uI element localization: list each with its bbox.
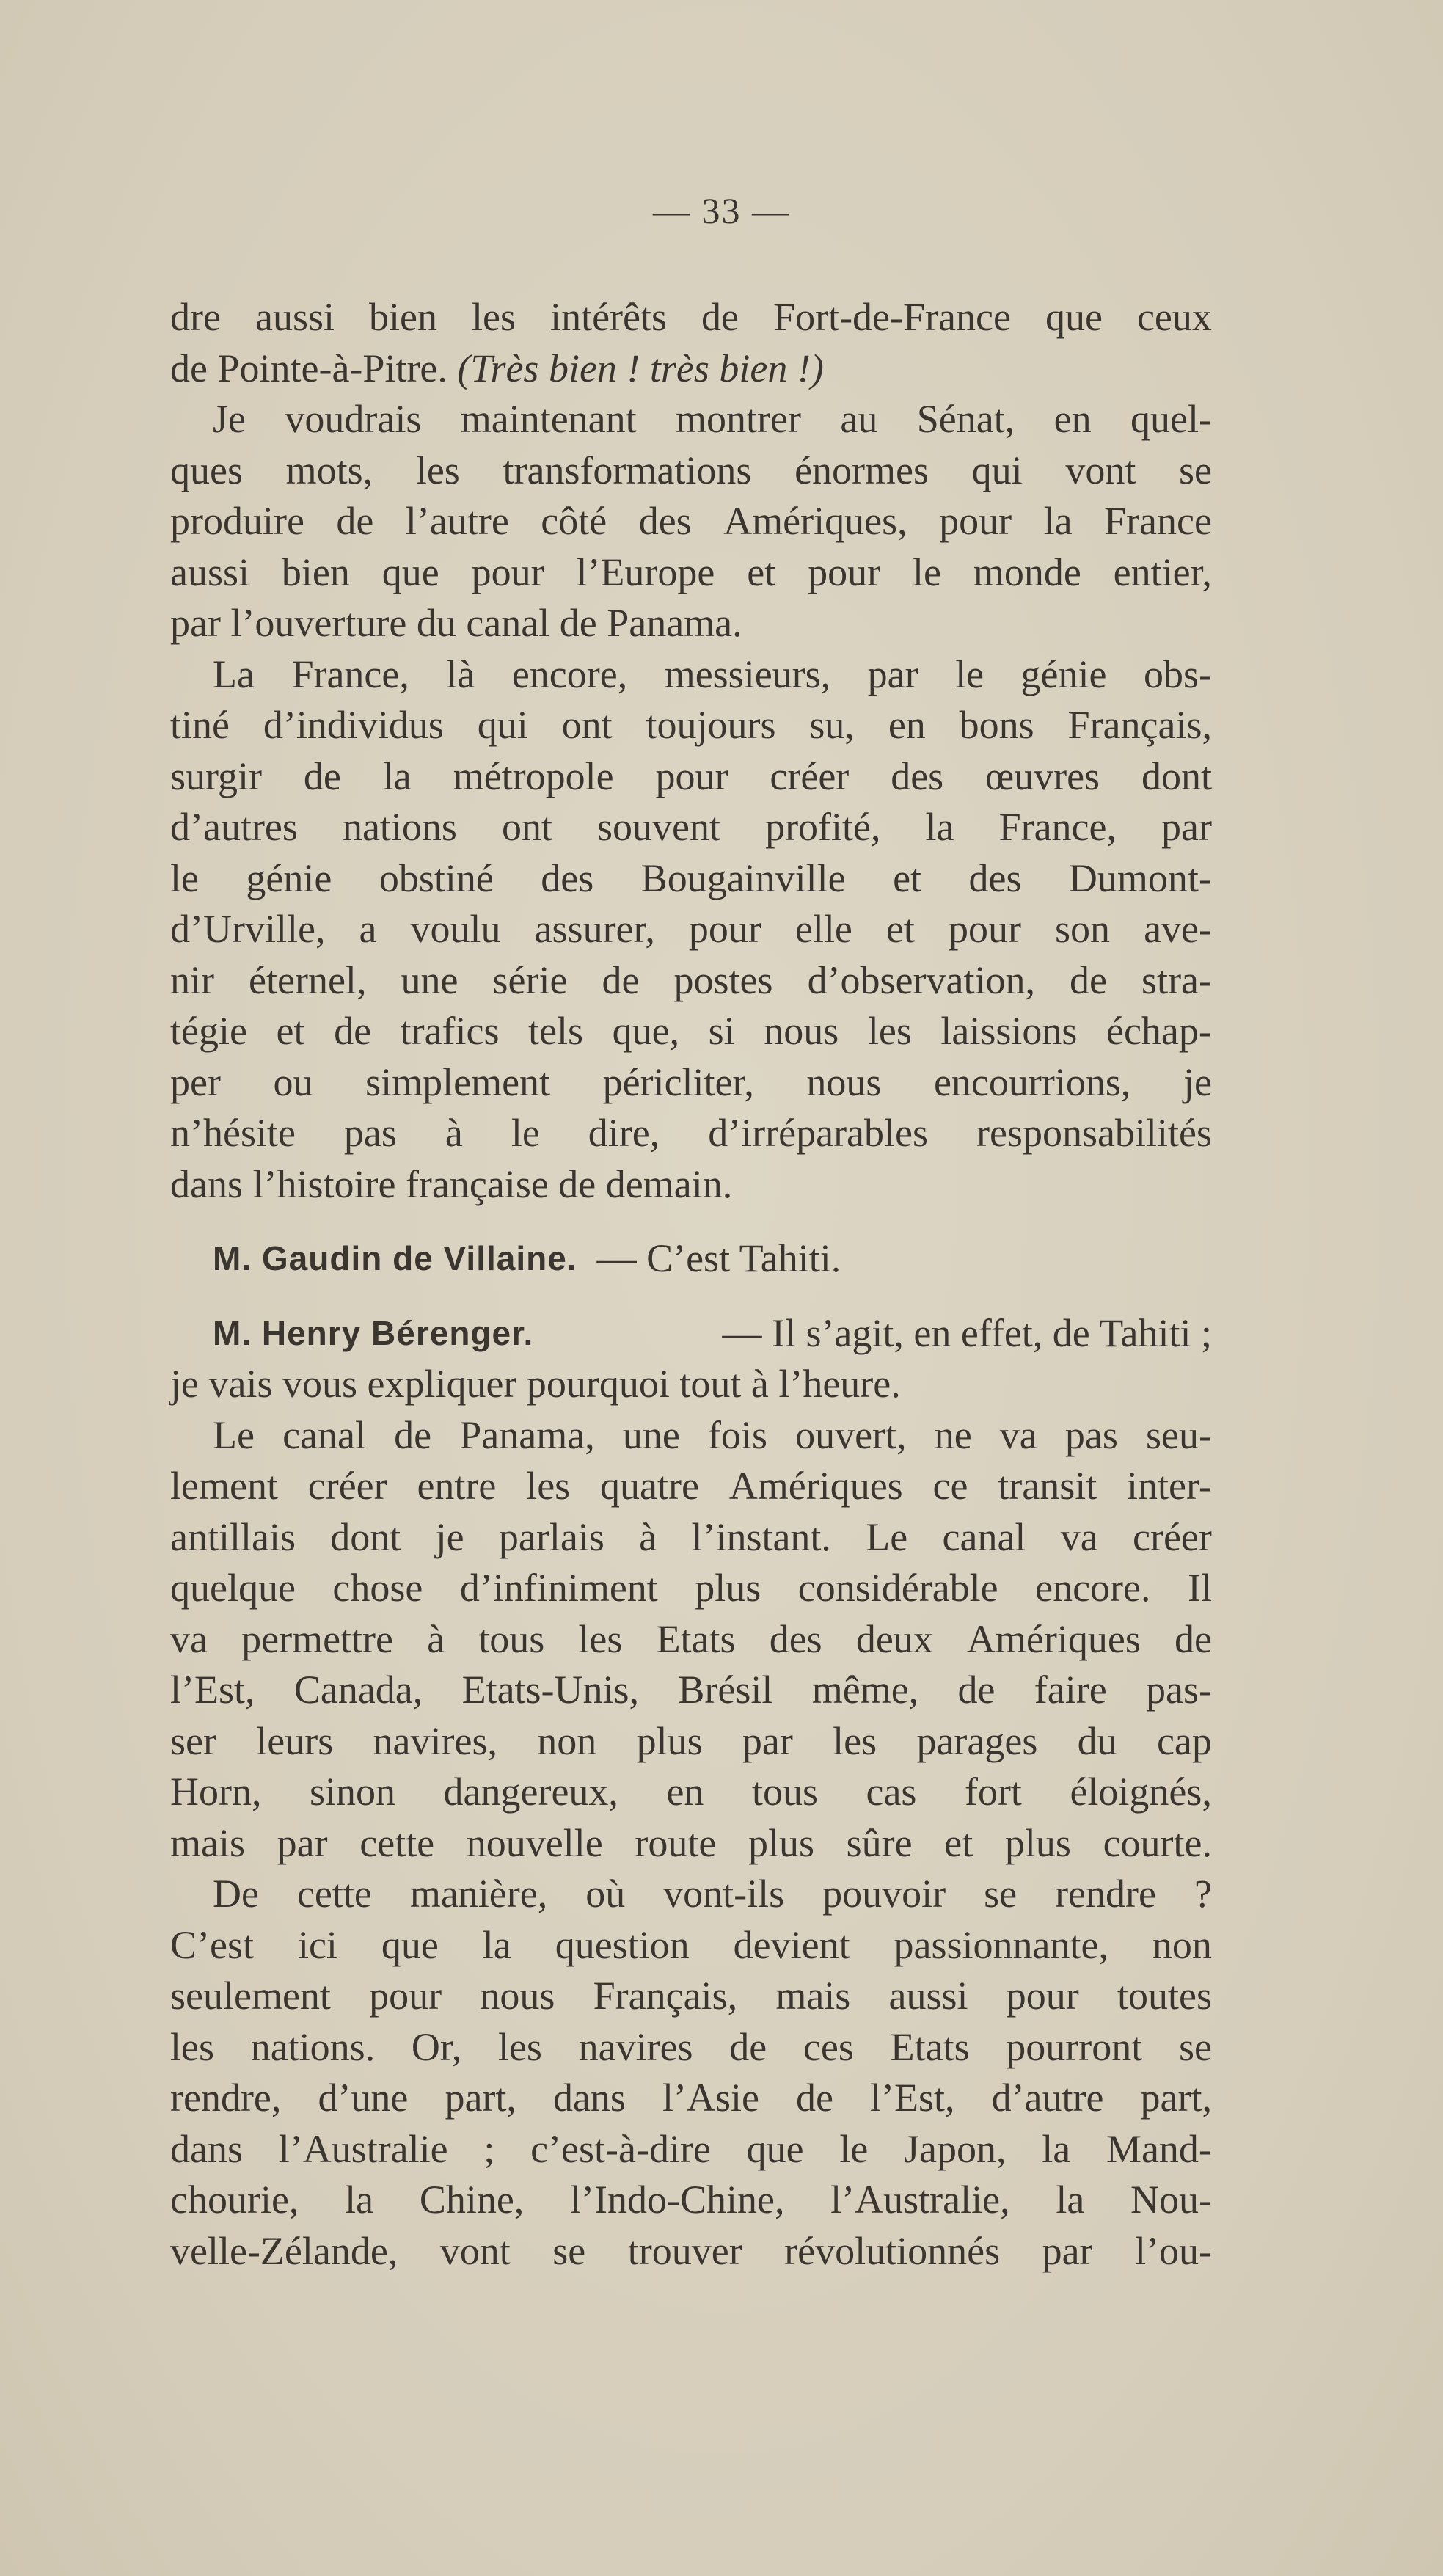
- text-line: le génie obstiné des Bougainville et des Dumont-: [170, 855, 1212, 900]
- text-line: Le canal de Panama, une fois ouvert, ne va pas seu-: [213, 1412, 1212, 1457]
- text-line: nir éternel, une série de postes d’observation, de stra-: [170, 957, 1212, 1002]
- text-line: C’est ici que la question devient passionnante, non: [170, 1922, 1212, 1967]
- text-line: mais par cette nouvelle route plus sûre et plus courte.: [170, 1820, 1212, 1865]
- text-line: dre aussi bien les intérêts de Fort-de-France que ceux: [170, 295, 1212, 339]
- text-line: je vais vous expliquer pourquoi tout à l’heure.: [170, 1362, 901, 1406]
- speaker-name: M. Henry Bérenger.: [213, 1313, 534, 1352]
- text-line: quelque chose d’infiniment plus considérable encore. Il: [170, 1566, 1212, 1610]
- text-line: tiné d’individus qui ont toujours su, en bons Français,: [170, 703, 1212, 747]
- text-line: tégie et de trafics tels que, si nous les laissions échap-: [170, 1009, 1212, 1053]
- text-line: surgir de la métropole pour créer des œuvres dont: [170, 754, 1212, 798]
- text-line: l’Est, Canada, Etats-Unis, Brésil même, de faire pas-: [170, 1668, 1212, 1712]
- text-line: rendre, d’une part, dans l’Asie de l’Est, d’autre part,: [170, 2076, 1212, 2120]
- text-line: [170, 343, 1212, 395]
- text-line: dans l’Australie ; c’est-à-dire que le Japon, la Mand-: [170, 2126, 1212, 2171]
- speech-text: — Il s’agit, en effet, de Tahiti ;: [722, 1310, 1212, 1355]
- text-line: ques mots, les transformations énormes qui vont se: [170, 448, 1212, 492]
- speaker-line: [170, 1233, 1212, 1285]
- text-line: d’autres nations ont souvent profité, la France, par: [170, 805, 1212, 849]
- text-span: de Pointe-à-Pitre.: [170, 346, 447, 390]
- text-line: seulement pour nous Français, mais aussi pour toutes: [170, 1974, 1212, 2018]
- page-number: — 33 —: [653, 190, 790, 231]
- text-line: Horn, sinon dangereux, en tous cas fort éloignés,: [170, 1770, 1212, 1814]
- text-line: dans l’histoire française de demain.: [170, 1161, 733, 1206]
- text-line: par l’ouverture du canal de Panama.: [170, 601, 742, 645]
- text-line: per ou simplement péricliter, nous encourrions, je: [170, 1059, 1212, 1104]
- text-line: d’Urville, a voulu assurer, pour elle et pour son ave-: [170, 907, 1212, 951]
- text-line: velle-Zélande, vont se trouver révolutionnés par l’ou-: [170, 2228, 1212, 2273]
- text-line: ser leurs navires, non plus par les parages du cap: [170, 1718, 1212, 1763]
- text-line: produire de l’autre côté des Amériques, pour la France: [170, 499, 1212, 543]
- text-line: La France, là encore, messieurs, par le génie obs-: [213, 652, 1212, 696]
- text-line: n’hésite pas à le dire, d’irréparables responsabilités: [170, 1111, 1212, 1155]
- text-body: [170, 292, 1212, 2277]
- text-line: les nations. Or, les navires de ces Etats pourront se: [170, 2024, 1212, 2069]
- text-line: Je voudrais maintenant montrer au Sénat, en quel-: [213, 397, 1212, 441]
- speaker-name: M. Gaudin de Villaine.: [213, 1239, 577, 1277]
- paragraph-gap: [170, 1285, 1212, 1308]
- text-line: lement créer entre les quatre Amériques ce transit inter-: [170, 1464, 1212, 1508]
- text-line: De cette manière, où vont-ils pouvoir se rendre ?: [213, 1872, 1212, 1916]
- text-line: va permettre à tous les Etats des deux Amériques de: [170, 1616, 1212, 1661]
- speech-text: — C’est Tahiti.: [596, 1236, 841, 1280]
- text-line: chourie, la Chine, l’Indo-Chine, l’Australie, la Nou-: [170, 2178, 1212, 2222]
- text-line: aussi bien que pour l’Europe et pour le monde entier,: [170, 550, 1212, 594]
- text-line: antillais dont je parlais à l’instant. Le canal va créer: [170, 1514, 1212, 1559]
- speaker-line: [170, 1308, 1212, 1360]
- applause-note: (Très bien ! très bien !): [457, 346, 824, 390]
- paragraph-gap: [170, 1210, 1212, 1233]
